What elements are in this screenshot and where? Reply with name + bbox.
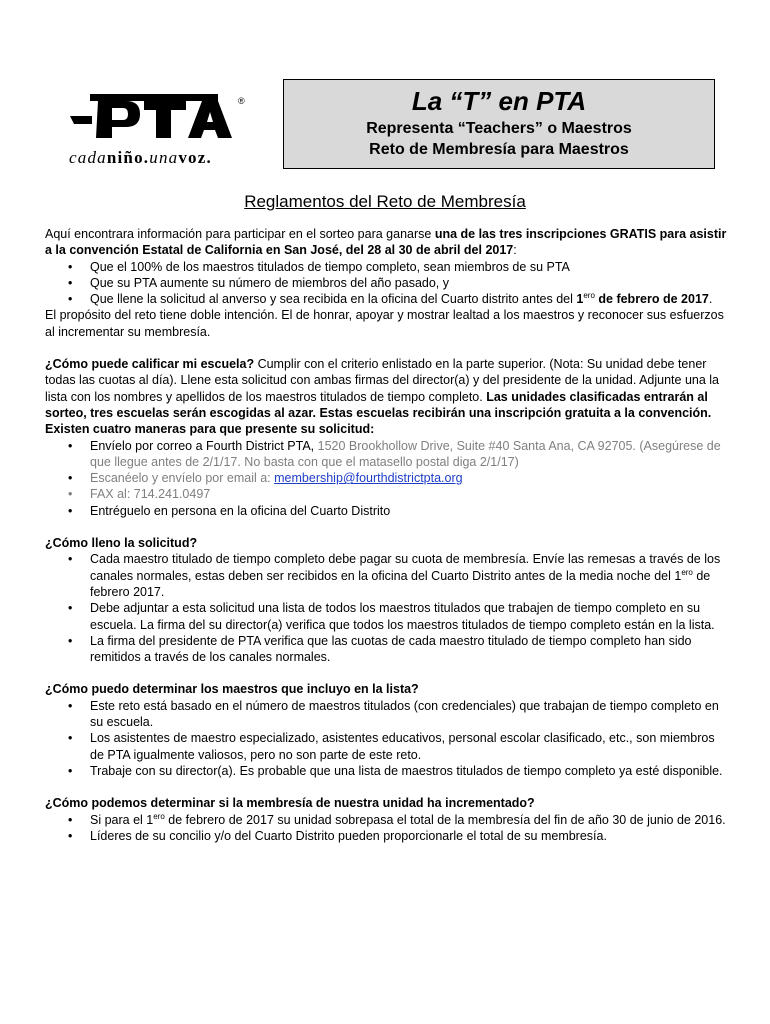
list-item: • Líderes de su concilio y/o del Cuarto Distrito pueden proporcionarle el total de su membresía. <box>90 828 731 844</box>
membership-heading: ¿Cómo podemos determinar si la membresía de nuestra unidad ha incrementado? <box>45 796 535 811</box>
qualify-paragraph: ¿Cómo puede calificar mi escuela? Cumplir con el criterio enlistado en la parte superior. (Nota: Su unidad debe tener todas las cuotas al día). Llene esta solicitud con ambas firmas del director(a) y del presidente de la unidad. Adjunte una la lista con los nombres y apellidos de los maestros titulados de tiempo completo. Las unidades clasificadas entrarán al sorteo, tres escuelas serán escogidas al azar. Estas escuelas recibirán una inscripción gratuita a la convención. <box>45 357 720 420</box>
teachers-list <box>45 698 731 779</box>
list-item: • Envíelo por correo a Fourth District PTA, 1520 Brookhollow Drive, Suite #40 Santa Ana, CA 92705. (Asegúrese de que llegue antes de 2/1/17. No basta con que el matasello postal diga 2/1/17) <box>90 438 731 471</box>
criteria-list <box>45 259 731 308</box>
list-item: • Si para el $1^{ero}$ de febrero de 2017 su unidad sobrepasa el total de la membresía del fin de año 30 de junio de 2016. <box>90 812 731 828</box>
document-title: La “T” en PTA <box>411 86 587 116</box>
membership-list <box>45 812 731 845</box>
list-item: • La firma del presidente de PTA verifica que las cuotas de cada maestro titulado de tiempo completo han sido remitidos a través de los canales normales. <box>90 633 731 666</box>
email-link[interactable]: membership@fourthdistrictpta.org <box>274 471 463 486</box>
svg-text:®: ® <box>238 96 245 106</box>
list-item: • Escanéelo y envíelo por email a: membership@fourthdistrictpta.org <box>90 470 731 486</box>
pta-logo-mark <box>68 92 258 152</box>
teachers-heading: ¿Cómo puedo determinar los maestros que incluyo en la lista? <box>45 682 419 697</box>
submit-ways-list <box>45 438 731 519</box>
list-item: • Que el 100% de los maestros titulados de tiempo completo, sean miembros de su PTA <box>90 259 731 275</box>
list-item: • Debe adjuntar a esta solicitud una lista de todos los maestros titulados que trabajen de tiempo completo en su escuela. La firma del su director(a) verifica que todos los maestros titulados de tiempo completo están en la lista. <box>90 600 731 633</box>
title-line-2: Reto de Membresía para Maestros <box>369 141 629 158</box>
fill-heading: ¿Cómo lleno la solicitud? <box>45 536 198 551</box>
title-line-1: Representa “Teachers” o Maestros <box>366 120 632 137</box>
purpose-paragraph: El propósito del reto tiene doble intención. El de honrar, apoyar y mostrar lealtad a los maestros y reconocer sus esfuerzos al incrementar su membresía. <box>45 308 724 339</box>
section-heading: Reglamentos del Reto de Membresía <box>244 192 526 211</box>
list-item: • Los asistentes de maestro especializado, asistentes educativos, personal escolar clasificado, etc., son miembros de PTA igualmente valiosos, pero no son parte de este reto. <box>90 730 731 763</box>
pta-tagline: cadaniño.unavoz. <box>69 148 212 167</box>
submit-ways-heading: Existen cuatro maneras para que presente su solicitud: <box>45 422 375 437</box>
fill-list <box>45 551 731 665</box>
document-body <box>45 226 731 844</box>
list-item: • Que llene la solicitud al anverso y sea recibida en la oficina del Cuarto distrito antes del $1^{ero}$ de febrero de 2017. <box>90 291 731 307</box>
list-item: • Cada maestro titulado de tiempo completo debe pagar su cuota de membresía. Envíe las remesas a través de los canales normales, estas deben ser recibidos en la oficina del Cuarto Distrito antes de la media noche del $1^{ero}$ de febrero 2017. <box>90 551 731 600</box>
list-item: • FAX al: 714.241.0497 <box>90 486 731 502</box>
list-item: • Que su PTA aumente su número de miembros del año pasado, y <box>90 275 731 291</box>
list-item: • Trabaje con su director(a). Es probable que una lista de maestros titulados de tiempo completo ya esté disponible. <box>90 763 731 779</box>
title-box <box>283 79 715 169</box>
list-item: • Este reto está basado en el número de maestros titulados (con credenciales) que trabajan de tiempo completo en su escuela. <box>90 698 731 731</box>
intro-paragraph: Aquí encontrara información para participar en el sorteo para ganarse una de las tres inscripciones GRATIS para asistir a la convención Estatal de California en San José, del 28 al 30 de abril del 2017: <box>45 227 727 258</box>
list-item: • Entréguelo en persona en la oficina del Cuarto Distrito <box>90 503 731 519</box>
